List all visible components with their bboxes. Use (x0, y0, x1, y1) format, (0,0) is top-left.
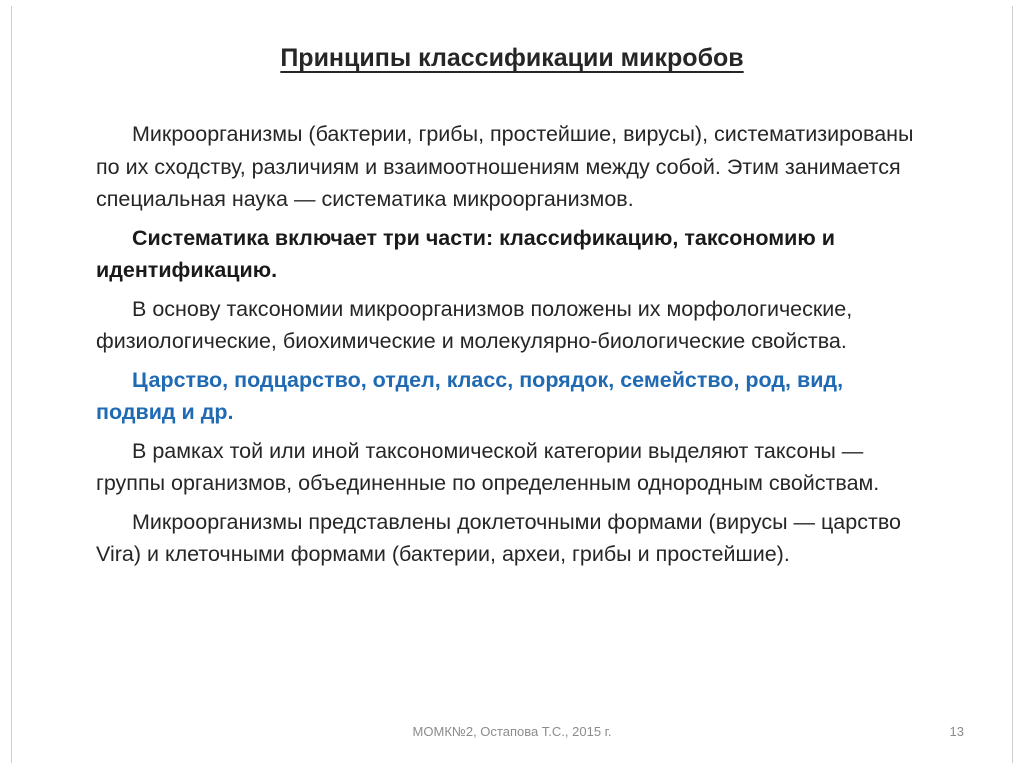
paragraph-cell-forms: Микроорганизмы представлены доклеточными формами (вирусы — царство Vira) и клеточными формами (бактерии, археи, грибы и простейшие). (96, 509, 901, 566)
slide-title: Принципы классификации микробов (280, 44, 744, 72)
paragraph-systematics-intro: Микроорганизмы (бактерии, грибы, простейшие, вирусы), систематизированы по их сходству, различиям и взаимоотношениям между собой. Этим занимается специальная наука — систематика микроорганизмов. (96, 122, 914, 211)
page-number: 13 (949, 724, 964, 739)
paragraph-taxonomic-ranks: Царство, подцарство, отдел, класс, порядок, семейство, род, вид, подвид и др. (96, 367, 844, 424)
paragraph-systematics-parts: Систематика включает три части: классификацию, таксономию и идентификацию. (96, 225, 835, 282)
paragraph-taxonomy-basis: В основу таксономии микроорганизмов положены их морфологические, физиологические, биохимические и молекулярно-биологические свойства. (96, 296, 853, 353)
paragraph-taxa-definition: В рамках той или иной таксономической категории выделяют таксоны — группы организмов, объединенные по определенным однородным свойствам. (96, 438, 880, 495)
slide-body (96, 118, 918, 577)
slide-footer: МОМК№2, Остапова Т.С., 2015 г. (412, 724, 612, 739)
